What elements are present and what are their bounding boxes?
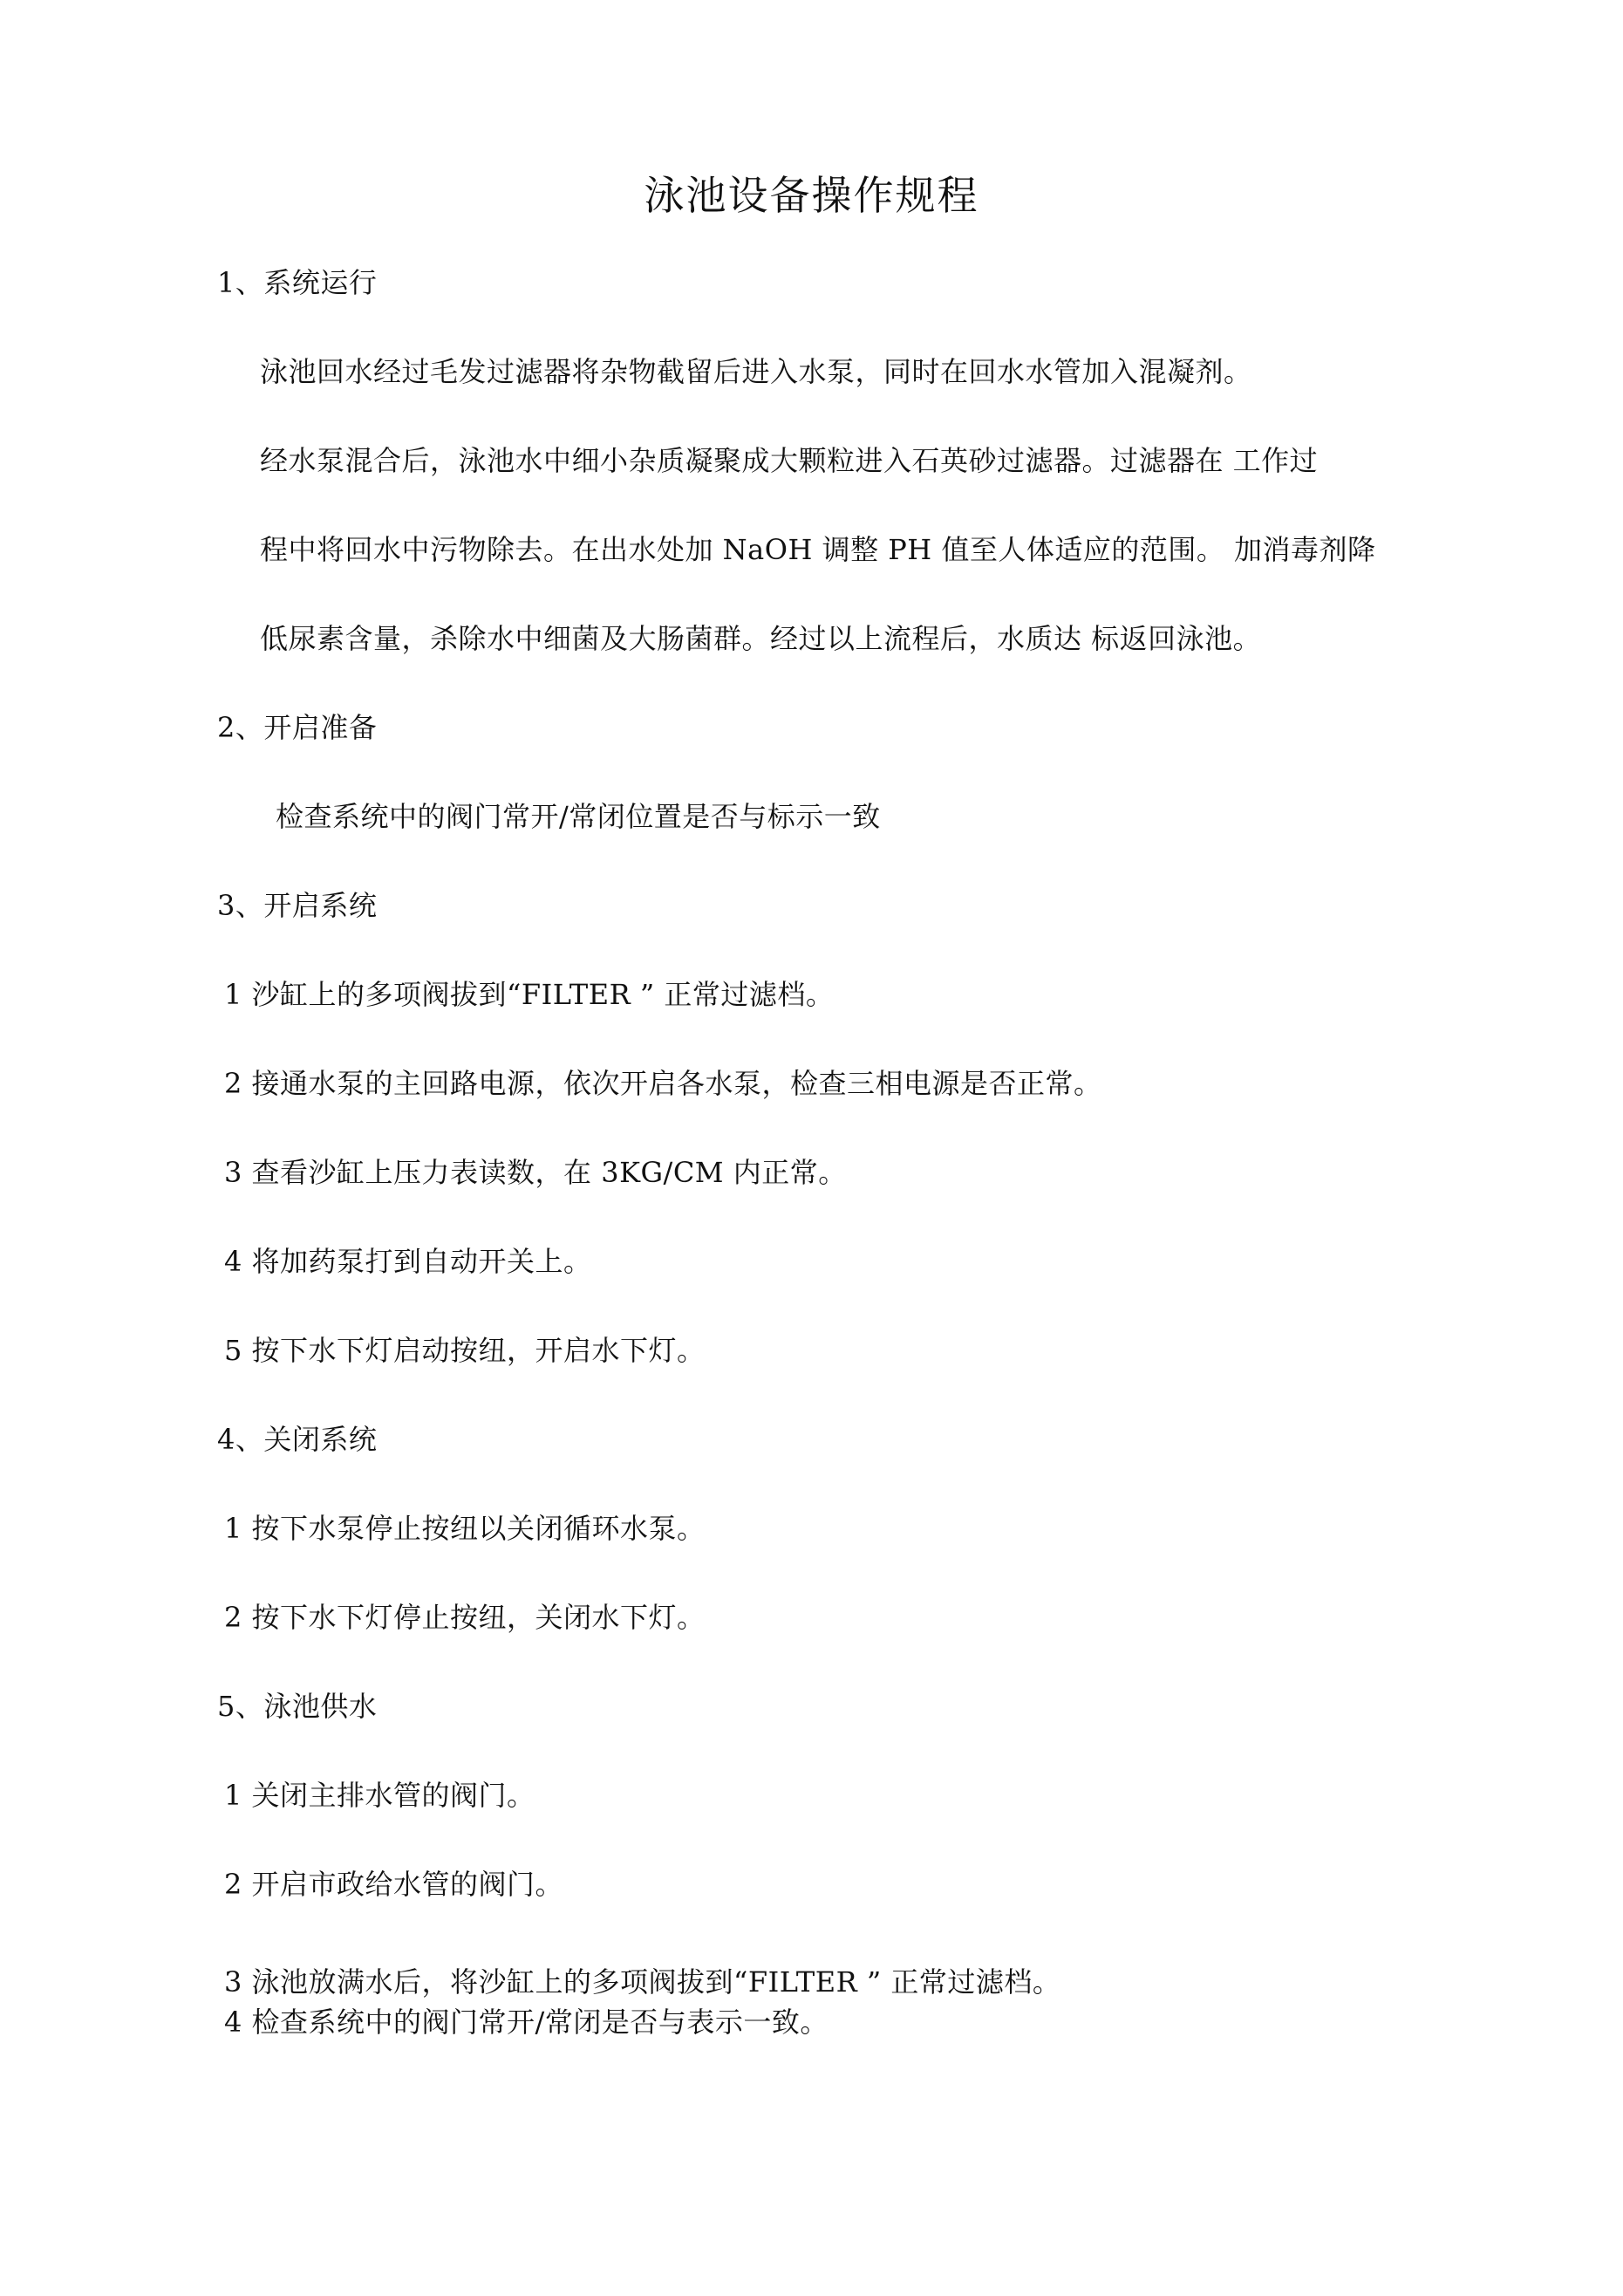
list-item: 3 查看沙缸上压力表读数，在 3KG/CM 内正常。 bbox=[224, 1156, 847, 1189]
list-item: 4 将加药泵打到自动开关上。 bbox=[224, 1245, 592, 1278]
paragraph-line: 低尿素含量，杀除水中细菌及大肠菌群。经过以上流程后，水质达 标返回泳池。 bbox=[260, 622, 1262, 655]
section-heading-startup-preparation: 2、开启准备 bbox=[217, 711, 378, 744]
paragraph-line: 经水泵混合后，泳池水中细小杂质凝聚成大颗粒进入石英砂过滤器。过滤器在 工作过 bbox=[260, 444, 1319, 477]
list-item: 1 沙缸上的多项阀拔到“FILTER ” 正常过滤档。 bbox=[224, 978, 835, 1011]
section-heading-shutdown-system: 4、关闭系统 bbox=[217, 1423, 378, 1456]
paragraph-line: 程中将回水中污物除去。在出水处加 NaOH 调整 PH 值至人体适应的范围。 加消毒剂降 bbox=[260, 533, 1376, 566]
list-item: 1 按下水泵停止按纽以关闭循环水泵。 bbox=[224, 1512, 706, 1545]
document-title: 泳池设备操作规程 bbox=[644, 172, 979, 219]
list-item: 2 按下水下灯停止按纽，关闭水下灯。 bbox=[224, 1601, 706, 1634]
list-item: 5 按下水下灯启动按纽，开启水下灯。 bbox=[224, 1334, 706, 1367]
list-item: 4 检查系统中的阀门常开/常闭是否与表示一致。 bbox=[224, 2006, 829, 2039]
section-heading-system-operation: 1、系统运行 bbox=[217, 266, 378, 299]
list-item: 3 泳池放满水后，将沙缸上的多项阀拔到“FILTER ” 正常过滤档。 bbox=[224, 1965, 1061, 1999]
list-item: 1 关闭主排水管的阀门。 bbox=[224, 1779, 535, 1812]
list-item: 2 开启市政给水管的阀门。 bbox=[224, 1868, 564, 1901]
section-heading-start-system: 3、开启系统 bbox=[217, 889, 378, 922]
section-heading-pool-water-supply: 5、泳池供水 bbox=[217, 1690, 378, 1723]
list-item: 2 接通水泵的主回路电源，依次开启各水泵，检查三相电源是否正常。 bbox=[224, 1067, 1102, 1100]
paragraph-line: 泳池回水经过毛发过滤器将杂物截留后进入水泵，同时在回水水管加入混凝剂。 bbox=[260, 355, 1252, 388]
paragraph-line: 检查系统中的阀门常开/常闭位置是否与标示一致 bbox=[276, 800, 881, 833]
